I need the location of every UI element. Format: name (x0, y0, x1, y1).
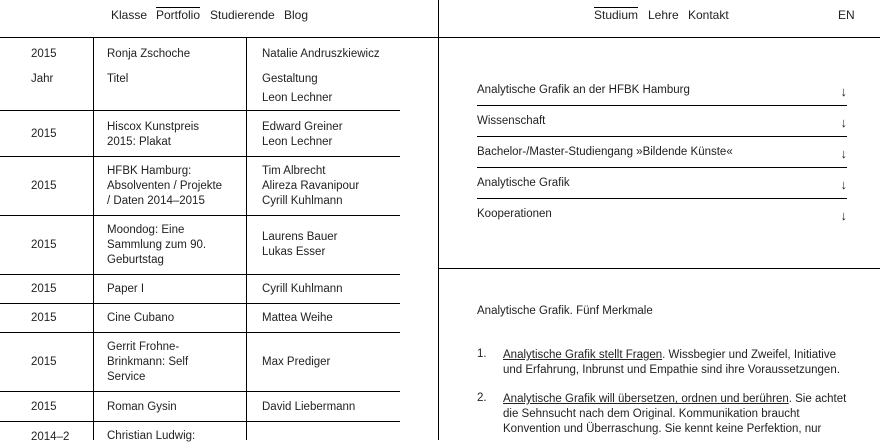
cell-design (262, 164, 359, 209)
accordion-item-wissenschaft[interactable] (477, 115, 847, 130)
cell-title-line: HFBK Hamburg: (107, 165, 192, 177)
cell-design (262, 120, 343, 150)
feature-text: . Sie achtet die Sehnsucht nach dem Original. Kommunikation braucht Konvention und Überraschung. Sie kennt keine Perfektion, nur (503, 393, 847, 435)
designer-name: Cyrill Kuhlmann (262, 195, 343, 207)
cell-design: Cyrill Kuhlmann (262, 283, 343, 295)
cell-title-line: Gerrit Frohne- (107, 341, 180, 353)
designer-name: Leon Lechner (262, 136, 333, 148)
row-rule (0, 332, 400, 333)
arrow-down-icon: ↓ (840, 84, 847, 99)
cell-title[interactable] (107, 164, 222, 209)
cell-title[interactable]: Ronja Zschoche (107, 48, 191, 60)
designer-name: Alireza Ravanipour (262, 180, 360, 192)
nav-blog[interactable]: Blog (284, 8, 309, 22)
accordion-rule (477, 136, 847, 137)
cell-design (262, 230, 337, 260)
cell-year: 2015 (31, 312, 57, 324)
cell-title[interactable]: Paper I (107, 283, 145, 295)
designer-name: Lukas Esser (262, 246, 326, 258)
arrow-down-icon: ↓ (840, 177, 847, 192)
accordion-label: Bachelor-/Master-Studiengang »Bildende Künste« (477, 146, 733, 158)
cell-design: David Liebermann (262, 401, 356, 413)
accordion-label: Kooperationen (477, 208, 552, 220)
cell-year: 2015 (31, 239, 57, 251)
row-rule (0, 274, 400, 275)
designer-name: Laurens Bauer (262, 231, 338, 243)
cell-title-line: / Daten 2014–2015 (107, 195, 205, 207)
accordion-item-analytische-grafik[interactable] (477, 177, 847, 192)
cell-design: Max Prediger (262, 356, 331, 368)
arrow-down-icon: ↓ (840, 146, 847, 161)
cell-title-line: Brinkmann: Self (107, 356, 189, 368)
cell-title-line: Moondog: Eine (107, 224, 185, 236)
table-top-rule (0, 37, 438, 38)
right-top-rule (439, 37, 880, 38)
cell-year: 2014–2 (31, 431, 70, 443)
cell-title-line: Sammlung zum 90. (107, 239, 207, 251)
accordion-rule (477, 167, 847, 168)
arrow-down-icon: ↓ (840, 115, 847, 130)
nav-portfolio[interactable]: Portfolio (156, 8, 201, 22)
header-design[interactable]: Gestaltung (262, 73, 318, 85)
language-switch[interactable]: EN (838, 8, 855, 22)
cell-title[interactable] (107, 120, 199, 150)
feature-link[interactable]: Analytische Grafik will übersetzen, ordnen und berühren (503, 393, 789, 405)
header-title[interactable]: Titel (107, 73, 129, 85)
nav-studium[interactable]: Studium (594, 8, 639, 22)
cell-year: 2015 (31, 128, 57, 140)
list-number: 1. (477, 348, 487, 360)
accordion-rule (477, 105, 847, 106)
col-line-2 (246, 37, 247, 440)
feature-text: . Wissbegier und Zweifel, Initiative und Erfahrung, Inbrunst und Empathie sind ihre Voraussetzungen. (503, 349, 840, 376)
list-item (503, 392, 853, 437)
cell-title[interactable]: Cine Cubano (107, 312, 175, 324)
nav-studierende[interactable]: Studierende (210, 8, 275, 22)
nav-kontakt[interactable]: Kontakt (688, 8, 729, 22)
accordion-item-kooperationen[interactable] (477, 208, 847, 223)
cell-year: 2015 (31, 401, 57, 413)
cell-title-line: Hiscox Kunstpreis (107, 121, 200, 133)
cell-design: Mattea Weihe (262, 312, 333, 324)
row-rule (0, 391, 400, 392)
cell-title[interactable] (107, 340, 188, 385)
cell-title-line: Service (107, 371, 146, 383)
list-number: 2. (477, 392, 487, 404)
cell-title-line: Geburtstag (107, 254, 164, 266)
pane-divider (438, 0, 439, 440)
accordion-item-studiengang[interactable] (477, 146, 847, 161)
arrow-down-icon: ↓ (840, 208, 847, 223)
accordion-label: Wissenschaft (477, 115, 546, 127)
accordion-item-hfbk[interactable] (477, 84, 847, 99)
nav-lehre[interactable]: Lehre (648, 8, 679, 22)
cell-title[interactable]: Christian Ludwig: (107, 430, 196, 442)
header-year[interactable]: Jahr (31, 73, 54, 85)
designer-name: Edward Greiner (262, 121, 343, 133)
accordion-label: Analytische Grafik (477, 177, 570, 189)
accordion-rule (477, 198, 847, 199)
row-rule (0, 156, 400, 157)
feature-link[interactable]: Analytische Grafik stellt Fragen (503, 349, 663, 361)
section-rule (439, 268, 880, 269)
cell-design: Natalie Andruszkiewicz (262, 48, 380, 60)
designer-name: Tim Albrecht (262, 165, 326, 177)
cell-design: Leon Lechner (262, 92, 333, 104)
accordion-label: Analytische Grafik an der HFBK Hamburg (477, 84, 690, 96)
cell-year: 2015 (31, 356, 57, 368)
nav-klasse[interactable]: Klasse (111, 8, 148, 22)
cell-title-line: Absolventen / Projekte (107, 180, 223, 192)
cell-year: 2015 (31, 180, 57, 192)
row-rule (0, 215, 400, 216)
cell-title[interactable]: Roman Gysin (107, 401, 177, 413)
cell-year: 2015 (31, 283, 57, 295)
section-title: Analytische Grafik. Fünf Merkmale (477, 305, 653, 317)
cell-title-line: 2015: Plakat (107, 136, 171, 148)
row-rule (0, 303, 400, 304)
list-item (503, 348, 853, 378)
row-rule (0, 110, 400, 111)
col-line-1 (93, 37, 94, 440)
cell-year: 2015 (31, 48, 57, 60)
row-rule (0, 421, 400, 422)
cell-title[interactable] (107, 223, 206, 268)
